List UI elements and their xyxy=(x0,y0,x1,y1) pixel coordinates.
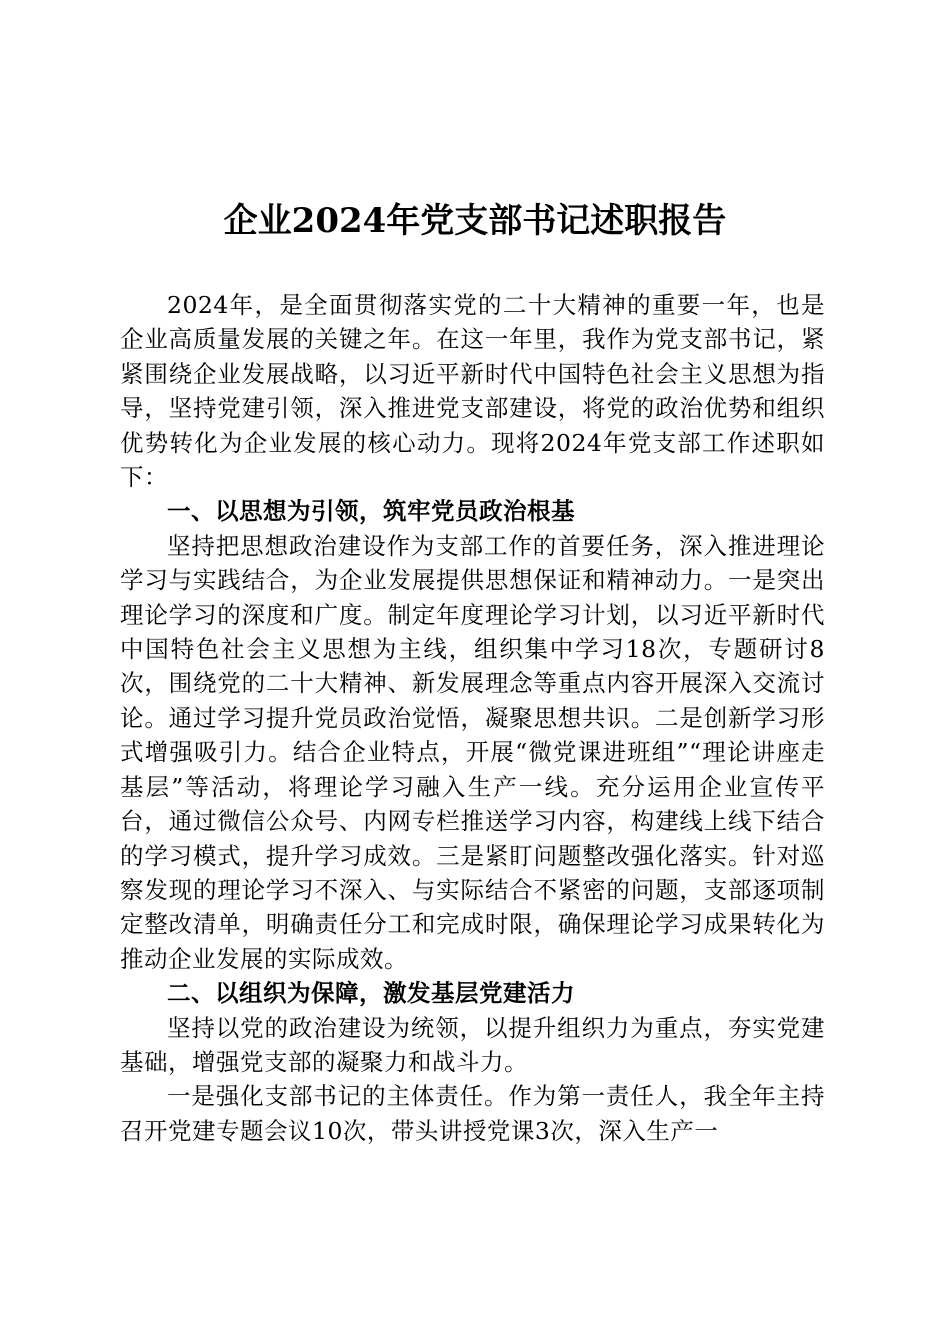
section-2-heading: 二、以组织为保障，激发基层党建活力 xyxy=(167,979,575,1008)
section-1-paragraph: 坚持把思想政治建设作为支部工作的首要任务，深入推进理论学习与实践结合，为企业发展提供思想保证和精神动力。一是突出理论学习的深度和广度。制定年度理论学习计划，以习近平新时代中国特色社会主义思想为主线，组织集中学习18次，专题研讨8次，围绕党的二十大精神、新发展理念等重点内容开展深入交流讨论。通过学习提升党员政治觉悟，凝聚思想共识。二是创新学习形式增强吸引力。结合企业特点，开展“微党课进班组”“理论讲座走基层”等活动，将理论学习融入生产一线。充分运用企业宣传平台，通过微信公众号、内网专栏推送学习内容，构建线上线下结合的学习模式，提升学习成效。三是紧盯问题整改强化落实。针对巡察发现的理论学习不深入、与实际结合不紧密的问题，支部逐项制定整改清单，明确责任分工和完成时限，确保理论学习成果转化为推动企业发展的实际成效。 xyxy=(120,531,825,973)
section-2-paragraph-2: 一是强化支部书记的主体责任。作为第一责任人，我全年主持召开党建专题会议10次，带头讲授党课3次，深入生产一 xyxy=(120,1082,825,1145)
intro-paragraph: 2024年，是全面贯彻落实党的二十大精神的重要一年，也是企业高质量发展的关键之年。在这一年里，我作为党支部书记，紧紧围绕企业发展战略，以习近平新时代中国特色社会主义思想为指导，坚持党建引领，深入推进党支部建设，将党的政治优势和组织优势转化为企业发展的核心动力。现将2024年党支部工作述职如下： xyxy=(120,291,825,492)
document-title: 企业2024年党支部书记述职报告 xyxy=(223,201,727,241)
section-1-heading: 一、以思想为引领，筑牢党员政治根基 xyxy=(167,497,575,526)
document-body xyxy=(120,288,825,1148)
section-2-paragraph-1: 坚持以党的政治建设为统领，以提升组织力为重点，夯实党建基础，增强党支部的凝聚力和战斗力。 xyxy=(120,1013,825,1076)
